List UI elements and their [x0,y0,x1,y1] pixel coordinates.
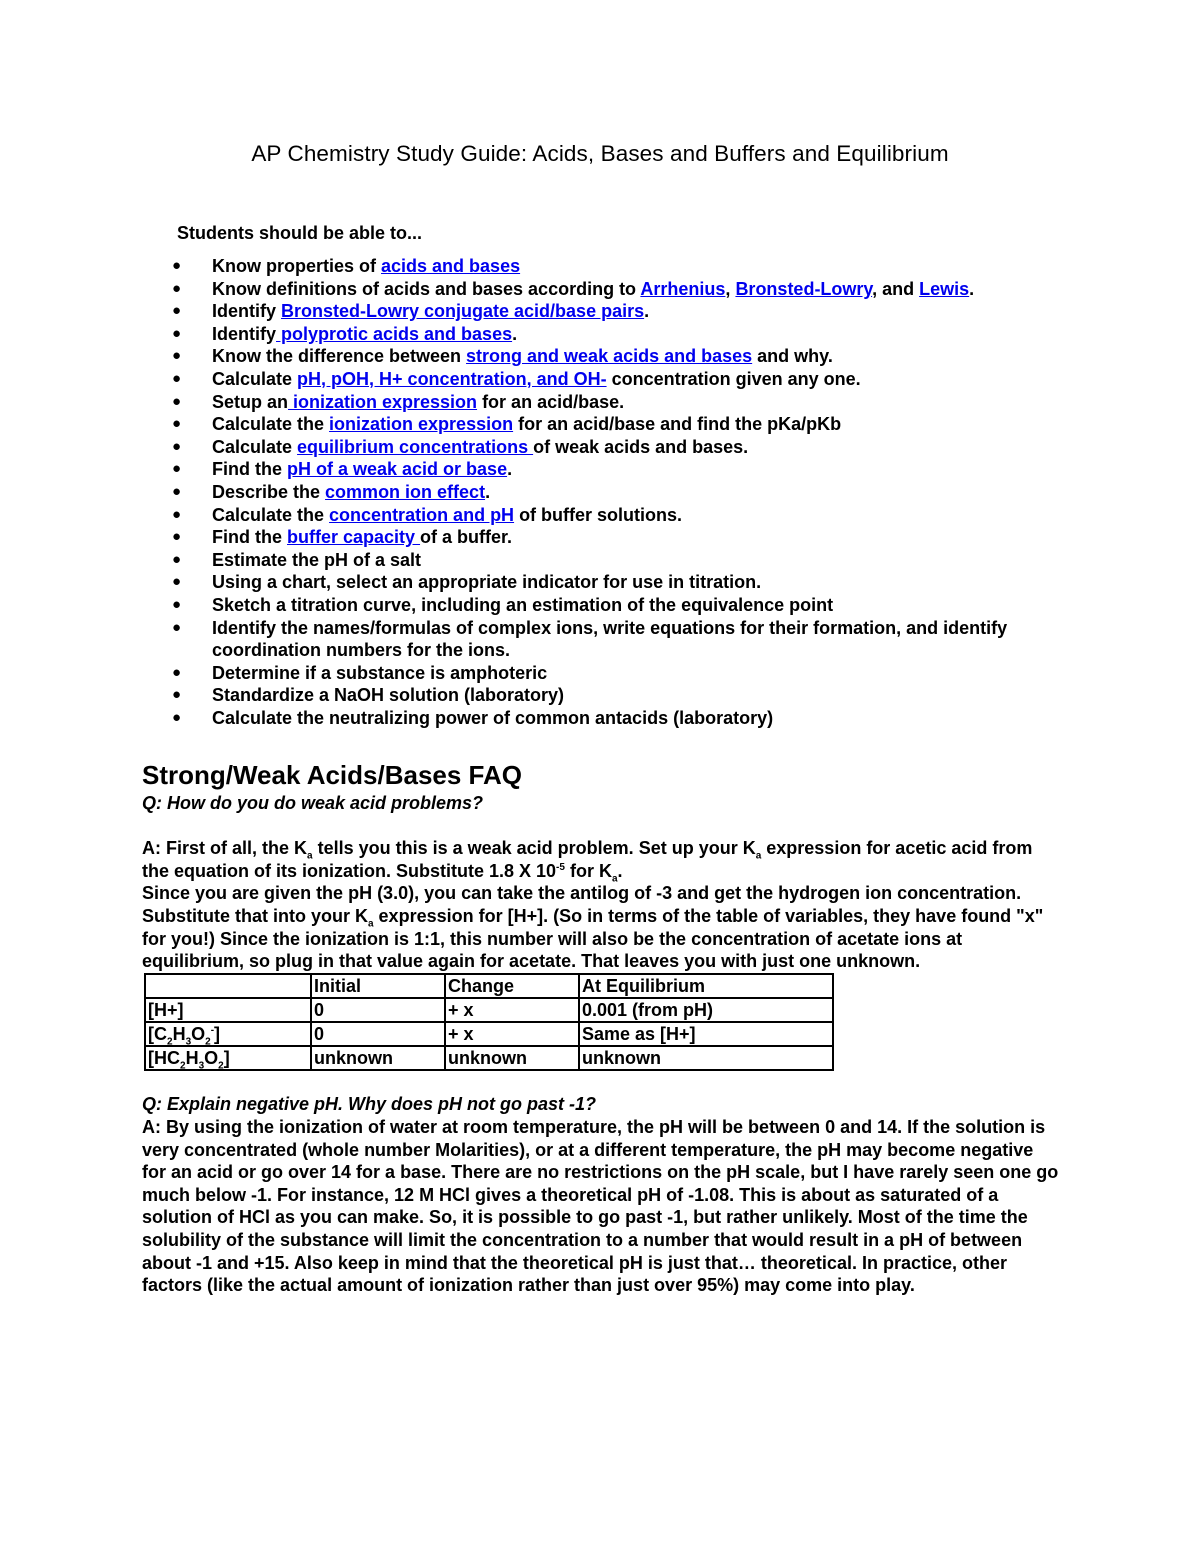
table-cell: unknown [311,1046,445,1070]
list-item: ● Identify Bronsted-Lowry conjugate acid/base pairs. [172,301,650,322]
list-item: ● Determine if a substance is amphoteric [172,662,548,683]
list-item: ● Find the buffer capacity of a buffer. [172,527,513,548]
link-buffer-capacity[interactable]: buffer capacity [287,527,421,548]
list-item: ● Calculate the neutralizing power of common antacids (laboratory) [172,707,774,728]
table-cell: Same as [H+] [579,1022,833,1046]
link-equilibrium-concentrations[interactable]: equilibrium concentrations [297,436,534,457]
bullet-icon: ● [172,437,182,455]
list-item: ● Find the pH of a weak acid or base. [172,459,513,480]
table-cell: [H+] [145,998,311,1022]
link-ionization-expression[interactable]: ionization expression [288,391,478,412]
table-cell-formula: $[C_2H_3O_2^-]$ [145,1022,311,1046]
bullet-icon: ● [172,324,182,342]
bullet-icon: ● [172,347,182,365]
table-cell: + x [445,998,579,1022]
bullet-icon: ● [172,686,182,704]
link-ph-poh[interactable]: pH, pOH, H+ concentration, and OH- [297,368,607,389]
list-item: ● Calculate pH, pOH, H+ concentration, and OH- concentration given any one. [172,368,861,389]
bullet-icon: ● [172,618,182,636]
list-item: ● Know properties of acids and bases [172,256,521,276]
link-lewis[interactable]: Lewis [919,278,970,299]
intro-text: Students should be able to... [177,223,423,243]
faq-heading: Strong/Weak Acids/Bases FAQ [142,760,523,790]
table-cell: unknown [579,1046,833,1070]
table-cell: 0 [311,998,445,1022]
link-ionization-expression-2[interactable]: ionization expression [329,414,514,435]
bullet-icon: ● [172,415,182,433]
table-cell: + x [445,1022,579,1046]
link-conjugate-pairs[interactable]: Bronsted-Lowry conjugate acid/base pairs [281,301,645,322]
list-item: ● Setup an ionization expression for an acid/base. [172,391,625,412]
faq-question-1: Q: How do you do weak acid problems? [142,793,484,813]
table-cell: 0 [311,1022,445,1046]
bullet-icon: ● [172,573,182,591]
bullet-icon: ● [172,369,182,387]
bullet-icon: ● [172,528,182,546]
bullet-icon: ● [172,279,182,297]
list-item: ● Know the difference between strong and weak acids and bases and why. [172,346,833,367]
table-header-cell: Change [445,974,579,998]
faq-answer-1-paragraph-2: Since you are given the pH (3.0), you can take the antilog of -3 and get the hydrogen ion concentration. Substitute that into your $K_a$ expression for [H+]. (So in terms of the table of variables, they have found "x" for you!) Since the ionization is 1:1, this number will also be the concentration of acetate ions at equilibrium, so plug in that value again for acetate. That leaves you with just one unknown. [142,883,1044,972]
link-polyprotic[interactable]: polyprotic acids and bases [276,323,513,344]
bullet-icon: ● [172,257,182,274]
bullet-icon: ● [172,460,182,478]
objectives-list [172,255,1072,729]
list-item: ● Identify the names/formulas of complex ions, write equations for their formation, and identify coordination numbers for the ions. [172,617,1008,661]
list-item: ● Calculate the ionization expression for an acid/base and find the pKa/pKb [172,414,842,435]
table-header-cell: Initial [311,974,445,998]
table-cell: 0.001 (from pH) [579,998,833,1022]
bullet-icon: ● [172,550,182,568]
bullet-icon: ● [172,392,182,410]
link-bronsted-lowry[interactable]: Bronsted-Lowry [735,278,873,299]
bullet-icon: ● [172,663,182,681]
page-title: AP Chemistry Study Guide: Acids, Bases and Buffers and Equilibrium [251,141,949,166]
list-item: ● Using a chart, select an appropriate indicator for use in titration. [172,572,762,593]
table-cell: unknown [445,1046,579,1070]
table-row [145,998,833,1022]
bullet-icon: ● [172,595,182,613]
table-row [145,1046,833,1070]
list-item: ● Estimate the pH of a salt [172,549,422,570]
table-header-cell: At Equilibrium [579,974,833,998]
list-item: ● Standardize a NaOH solution (laboratory) [172,685,565,706]
bullet-icon: ● [172,708,182,726]
link-common-ion[interactable]: common ion effect [325,481,486,502]
link-concentration-ph[interactable]: concentration and pH [329,504,515,525]
faq-question-2: Q: Explain negative pH. Why does pH not go past -1? [142,1094,597,1115]
faq-answer-1-paragraph-1: A: First of all, the $K_a$ tells you this is a weak acid problem. Set up your $K_a$ expression for acetic acid from the equation of its ionization. Substitute 1.8 X $10^{-5}$ for $K_a$. [142,838,1033,885]
link-ph-weak-acid[interactable]: pH of a weak acid or base [287,459,508,480]
table-row [145,1022,833,1046]
bullet-icon: ● [172,302,182,320]
equilibrium-table [144,973,834,1071]
bullet-icon: ● [172,505,182,523]
faq-answer-2: A: By using the ionization of water at room temperature, the pH will be between 0 and 14. If the solution is very concentrated (whole number Molarities), or at a different temperature, the pH may become negative for an acid or go over 14 for a base. There are no restrictions on the pH scale, but I have rarely seen one go much below -1. For instance, 12 M HCl gives a theoretical pH of -1.08. This is about as saturated of a solution of HCl as you can make. So, it is possible to go past -1, but rather unlikely. Most of the time the solubility of the substance will limit the concentration to a number that would result in a pH of between about -1 and +15. Also keep in mind that the theoretical pH is just that… theoretical. In practice, other factors (like the actual amount of ionization rather than just over 95%) may come into play. [142,1116,1059,1296]
table-cell-formula: $[HC_2H_3O_2]$ [145,1046,311,1070]
list-item: ● Identify polyprotic acids and bases. [172,323,518,344]
bullet-icon: ● [172,482,182,500]
link-strong-weak[interactable]: strong and weak acids and bases [466,346,753,367]
table-header-row [145,974,833,998]
list-item: ● Sketch a titration curve, including an estimation of the equivalence point [172,594,834,615]
link-arrhenius[interactable]: Arrhenius [640,278,726,299]
list-item: ● Know definitions of acids and bases according to Arrhenius, Bronsted-Lowry, and Lewis. [172,278,975,299]
list-item: ● Describe the common ion effect. [172,481,491,502]
faq-section [142,758,1062,1297]
list-item: ● Calculate equilibrium concentrations of weak acids and bases. [172,436,749,457]
list-item: ● Calculate the concentration and pH of buffer solutions. [172,504,683,525]
table-header-cell [145,974,311,998]
link-acids-and-bases[interactable]: acids and bases [381,256,521,276]
